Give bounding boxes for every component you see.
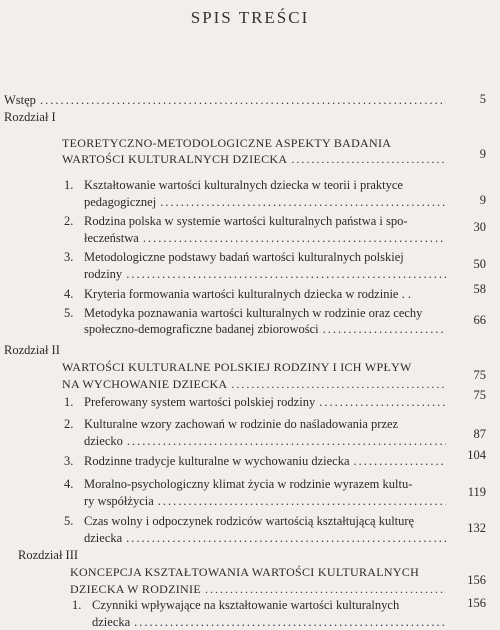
item-title-cont: dziecka ..... <box>84 531 450 546</box>
item-title-cont: ry współżycia ..... <box>84 494 450 509</box>
item-title-cont: rodziny ..... <box>84 267 450 282</box>
item-title-cont: pedagogicznej ..... <box>84 195 450 210</box>
toc-entry-label: Wstęp <box>4 93 36 107</box>
chapter-page: 75 <box>473 368 486 382</box>
item-title: Kulturalne wzory zachowań w rodzinie do naśladowania przez <box>84 417 399 431</box>
page-title: SPIS TREŚCI <box>190 8 310 27</box>
item-number: 3. <box>64 454 74 468</box>
chapter-heading-line: NA WYCHOWANIE DZIECKA ..... <box>62 377 450 392</box>
item-title: Metodologiczne podstawy badań wartości kulturalnych polskiej <box>84 250 404 264</box>
item-title: Czynniki wpływające na kształtowanie wartości kulturalnych <box>92 598 400 612</box>
item-page: 30 <box>473 220 486 234</box>
toc-entry-wstep <box>4 93 450 108</box>
item-number: 3. <box>64 250 74 264</box>
item-number: 5. <box>64 514 74 528</box>
item-page: 66 <box>473 313 486 327</box>
chapter-heading: TEORETYCZNO-METODOLOGICZNE ASPEKTY BADANIA <box>62 136 392 150</box>
chapter-heading-line: WARTOŚCI KULTURALNYCH DZIECKA ..... <box>62 152 450 167</box>
item-number: 1. <box>64 395 74 409</box>
item-title: Moralno-psychologiczny klimat życia w rodzinie wyrazem kultu- <box>84 477 413 491</box>
item-number: 4. <box>64 477 74 491</box>
item-page: 156 <box>467 596 486 610</box>
chapter-label: Rozdział I <box>4 110 56 124</box>
item-page: 58 <box>473 282 486 296</box>
item-title: Czas wolny i odpoczynek rodziców wartością kształtującą kulturę <box>84 514 415 528</box>
item-title-cont: dziecka ..... <box>92 615 450 630</box>
toc-entry-page: 5 <box>479 92 486 106</box>
item-title: Kryteria formowania wartości kulturalnych dziecka w rodzinie . . <box>84 287 411 301</box>
item-number: 2. <box>64 214 74 228</box>
chapter-page: 156 <box>467 573 486 587</box>
item-title: Rodzina polska w systemie wartości kulturalnych państwa i spo- <box>84 214 408 228</box>
item-number: 1. <box>64 178 74 192</box>
item-title-cont: łeczeństwa ..... <box>84 231 450 246</box>
item-title-cont: społeczno-demograficzne badanej zbiorowości ..... <box>84 322 450 337</box>
item-page: 9 <box>479 193 486 207</box>
chapter-heading-line: DZIECKA W RODZINIE ..... <box>70 582 450 597</box>
chapter-heading: WARTOŚCI KULTURALNE POLSKIEJ RODZINY I ICH WPŁYW <box>62 360 412 374</box>
item-page: 132 <box>467 521 486 535</box>
item-title-cont: dziecko ..... <box>84 434 450 449</box>
item-title: Kształtowanie wartości kulturalnych dziecka w teorii i praktyce <box>84 178 403 192</box>
item-page: 104 <box>467 448 486 462</box>
item-number: 4. <box>64 287 74 301</box>
item-page: 75 <box>473 388 486 402</box>
chapter-label: Rozdział III <box>18 548 79 562</box>
item-page: 119 <box>467 485 486 499</box>
item-number: 2. <box>64 417 74 431</box>
item-number: 1. <box>72 598 82 612</box>
item-title-line: Rodzinne tradycje kulturalne w wychowaniu dziecka ..... <box>84 454 450 469</box>
chapter-heading: KONCEPCJA KSZTAŁTOWANIA WARTOŚCI KULTURALNYCH <box>70 565 420 579</box>
item-title: Metodyka poznawania wartości kulturalnych w rodzinie oraz cechy <box>84 306 423 320</box>
chapter-label: Rozdział II <box>4 343 60 357</box>
item-title-line: Preferowany system wartości polskiej rodziny ..... <box>84 395 450 410</box>
item-page: 50 <box>473 257 486 271</box>
item-number: 5. <box>64 306 74 320</box>
item-page: 87 <box>473 427 486 441</box>
chapter-page: 9 <box>479 147 486 161</box>
